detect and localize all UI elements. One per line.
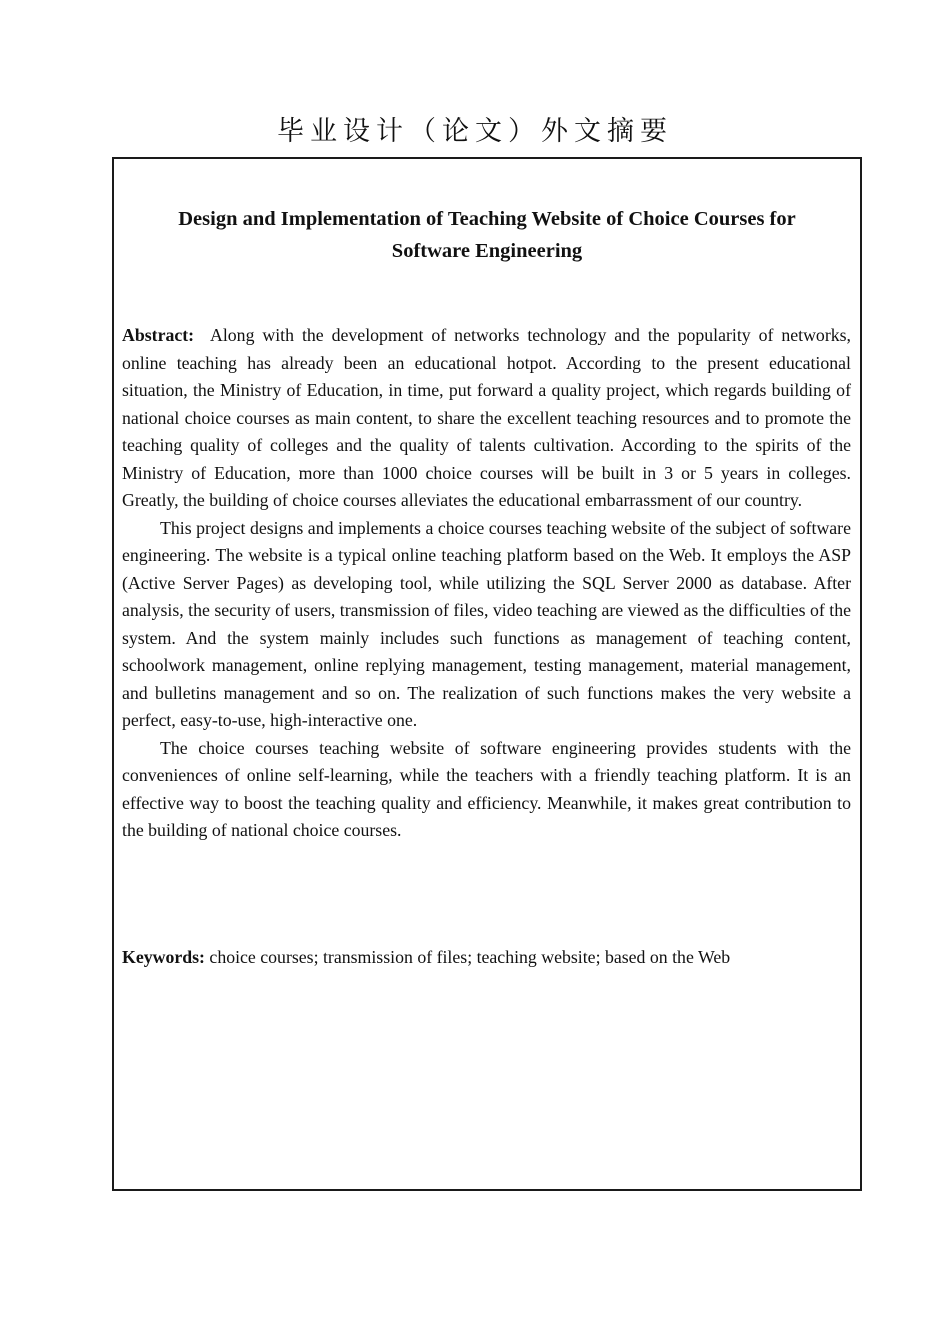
abstract-paragraph-2: This project designs and implements a choice courses teaching website of the subject of software engineering. The website is a typical online teaching platform based on the Web. It employs the ASP (Active Server Pages) as developing tool, while utilizing the SQL Server 2000 as database. After analysis, the security of users, transmission of files, video teaching are viewed as the difficulties of the system. And the system mainly includes such functions as management of teaching content, schoolwork management, online replying management, testing management, material management, and bulletins management and so on. The realization of such functions makes the very website a perfect, easy-to-use, high-interactive one. [122,517,851,730]
abstract-paragraph-1 [122,322,851,515]
keywords-label: Keywords: [122,947,205,967]
keywords-line [122,944,851,972]
abstract-label: Abstract: [122,325,195,345]
paper-title-line-2: Software Engineering [391,240,583,262]
abstract-paragraph-1-text: Along with the development of networks technology and the popularity of networks, online teaching has already been an educational hotpot. According to the present educational situation, the Ministry of Education, in time, put forward a quality project, which regards building of national choice courses as main content, to share the excellent teaching resources and to promote the teaching quality of colleges and the quality of talents cultivation. According to the spirits of the Ministry of Education, more than 1000 choice courses will be built in 3 or 5 years in colleges. Greatly, the building of choice courses alleviates the educational embarrassment of our country. [122,325,852,510]
paper-title-line-1: Design and Implementation of Teaching Website of Choice Courses for [178,208,796,230]
abstract-paragraph-3: The choice courses teaching website of software engineering provides students with the conveniences of online self-learning, while the teachers with a friendly teaching platform. It is an effective way to boost the teaching quality and efficiency. Meanwhile, it makes great contribution to the building of national choice courses. [122,737,851,840]
abstract-body [122,322,851,845]
page-title: 毕业设计（论文）外文摘要 [277,116,673,147]
abstract-frame [112,157,862,1191]
paper-title [134,203,840,267]
keywords-text: choice courses; transmission of files; teaching website; based on the Web [209,947,731,967]
